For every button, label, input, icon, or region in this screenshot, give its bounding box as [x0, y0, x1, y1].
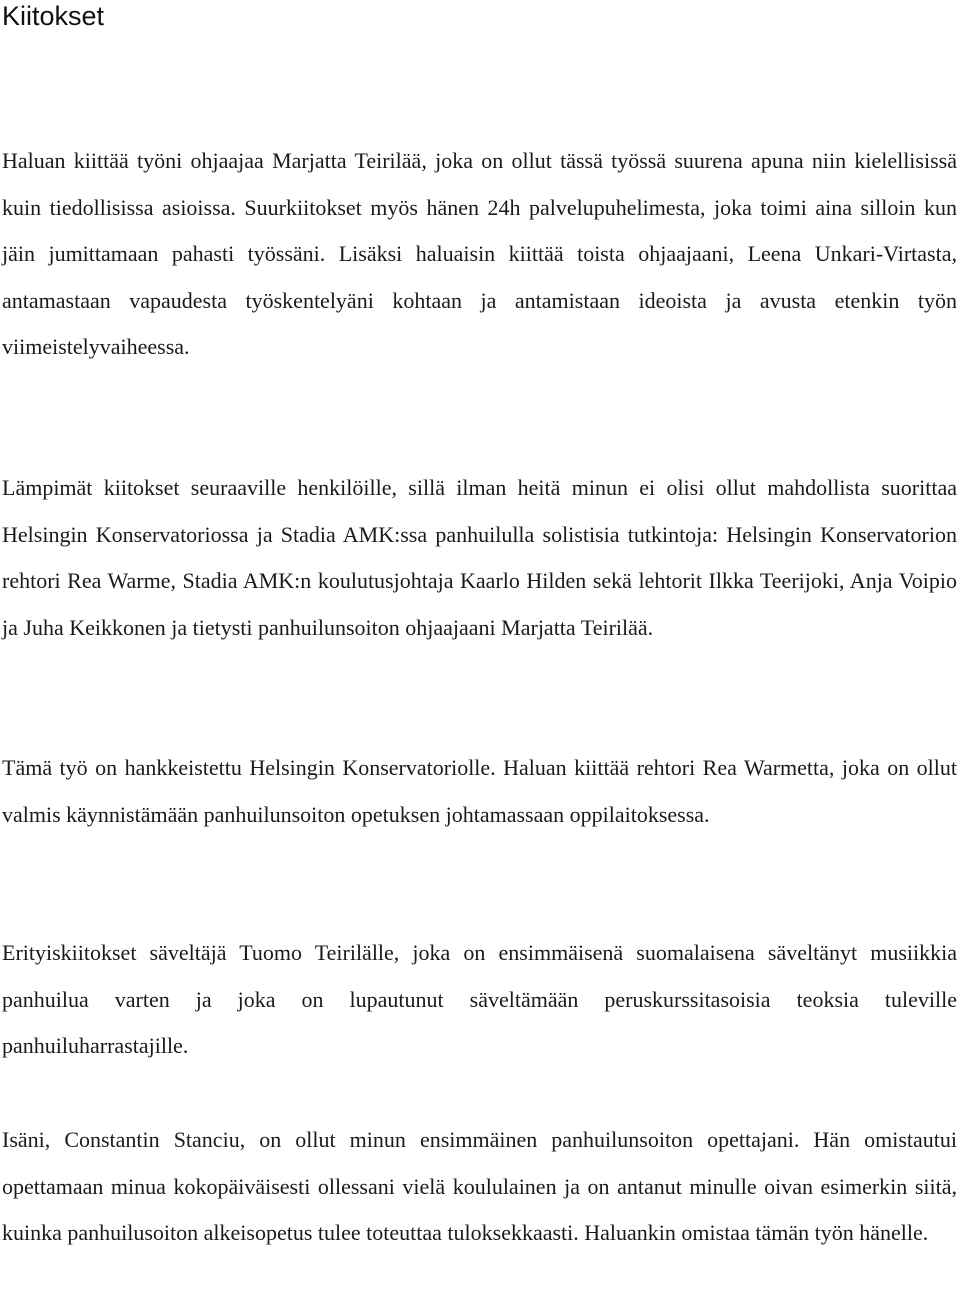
paragraph-thanks-conservatory: Tämä työ on hankkeistettu Helsingin Konservatoriolle. Haluan kiittää rehtori Rea Warmetta, joka on ollut valmis käynnistämään panhuilunsoiton opetuksen johtamassaan oppilaitoksessa. [2, 755, 957, 827]
page-title: Kiitokset [2, 1, 105, 31]
paragraph-thanks-persons: Lämpimät kiitokset seuraaville henkilöille, sillä ilman heitä minun ei olisi ollut mahdollista suorittaa Helsingin Konservatoriossa ja Stadia AMK:ssa panhuilulla solistisia tutkintoja: Helsingin Konservatorion rehtori Rea Warme, Stadia AMK:n koulutusjohtaja Kaarlo Hilden sekä lehtorit Ilkka Teerijoki, Anja Voipio ja Juha Keikkonen ja tietysti panhuilunsoiton ohjaajaani Marjatta Teirilää. [2, 475, 957, 640]
paragraph-thanks-composer: Erityiskiitokset säveltäjä Tuomo Teirilälle, joka on ensimmäisenä suomalaisena säveltänyt musiikkia panhuilua varten ja joka on lupautunut säveltämään peruskurssitasoisia teoksia tuleville panhuiluharrastajille. [2, 940, 957, 1058]
paragraph-thanks-supervisors: Haluan kiittää työni ohjaajaa Marjatta Teirilää, joka on ollut tässä työssä suurena apuna niin kielellisissä kuin tiedollisissa asioissa. Suurkiitokset myös hänen 24h palvelupuhelimesta, joka toimi aina silloin kun jäin jumittamaan pahasti työssäni. Lisäksi haluaisin kiittää toista ohjaajaani, Leena Unkari-Virtasta, antamastaan vapaudesta työskentelyäni kohtaan ja antamistaan ideoista ja avusta etenkin työn viimeistelyvaiheessa. [2, 148, 957, 359]
paragraph-dedication: Isäni, Constantin Stanciu, on ollut minun ensimmäinen panhuilunsoiton opettajani. Hän omistautui opettamaan minua kokopäiväisesti ollessani vielä koululainen ja on antanut minulle oivan esimerkin siitä, kuinka panhuilusoiton alkeisopetus tulee toteuttaa tuloksekkaasti. Haluankin omistaa tämän työn hänelle. [2, 1127, 957, 1245]
